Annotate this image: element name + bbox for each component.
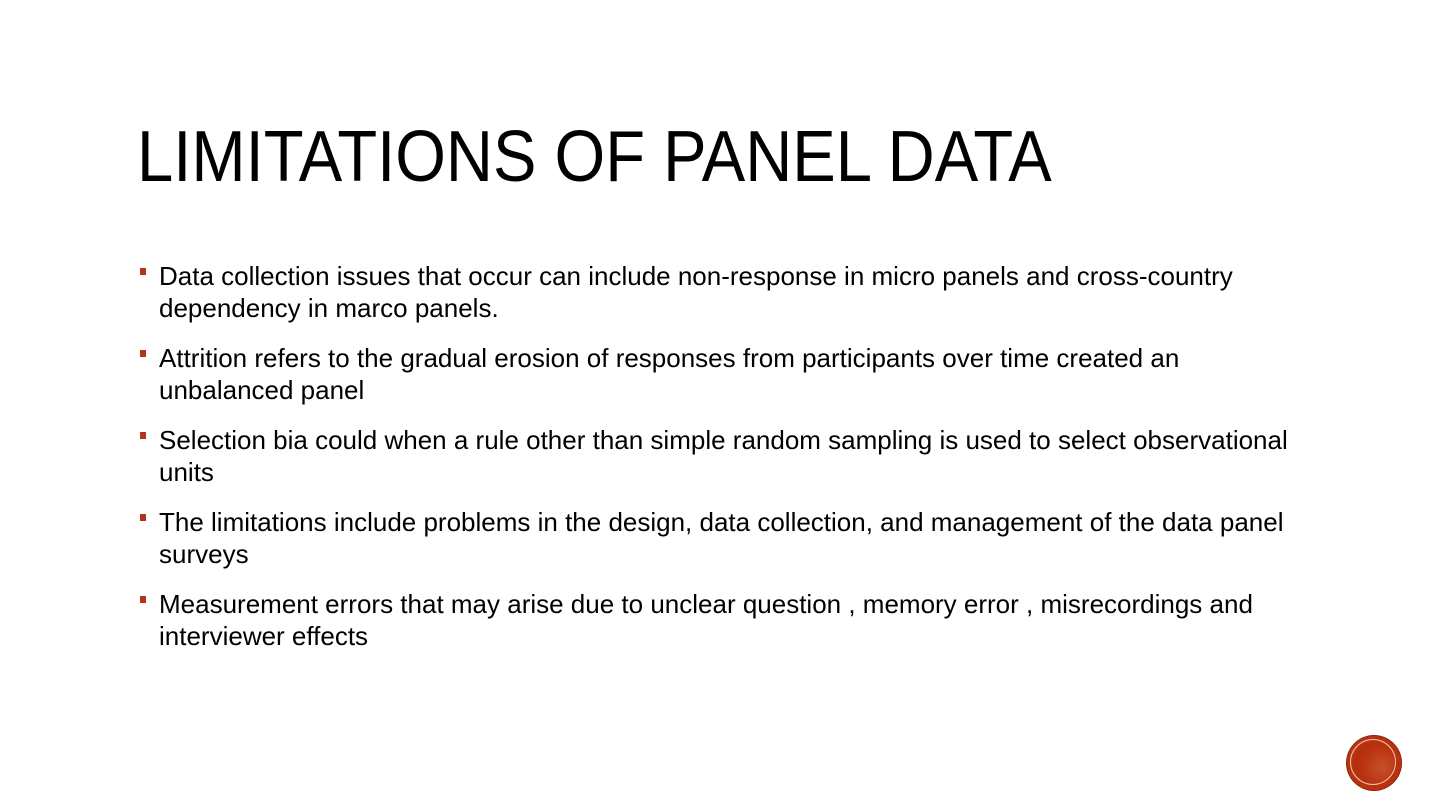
bullet-list: [138, 260, 1298, 670]
bullet-text: Attrition refers to the gradual erosion of responses from participants over time created an unbalanced panel: [159, 343, 1180, 405]
bullet-item: [138, 424, 1298, 488]
bullet-text: Selection bia could when a rule other than simple random sampling is used to select observational units: [159, 425, 1288, 487]
bullet-item: [138, 342, 1298, 406]
square-bullet-icon: [140, 268, 146, 275]
square-bullet-icon: [140, 432, 146, 439]
bullet-item: [138, 588, 1298, 652]
nav-button-ring: [1350, 739, 1396, 785]
bullet-text: The limitations include problems in the design, data collection, and management of the data panel surveys: [159, 507, 1284, 569]
square-bullet-icon: [140, 596, 146, 603]
circle-nav-button-icon[interactable]: [1347, 736, 1401, 790]
bullet-text: Data collection issues that occur can include non-response in micro panels and cross-country dependency in marco panels.: [159, 261, 1233, 323]
bullet-item: [138, 260, 1298, 324]
square-bullet-icon: [140, 350, 146, 357]
square-bullet-icon: [140, 514, 146, 521]
bullet-item: [138, 506, 1298, 570]
bullet-text: Measurement errors that may arise due to unclear question , memory error , misrecordings and interviewer effects: [159, 589, 1253, 651]
slide-title: LIMITATIONS OF PANEL DATA: [137, 117, 1052, 197]
